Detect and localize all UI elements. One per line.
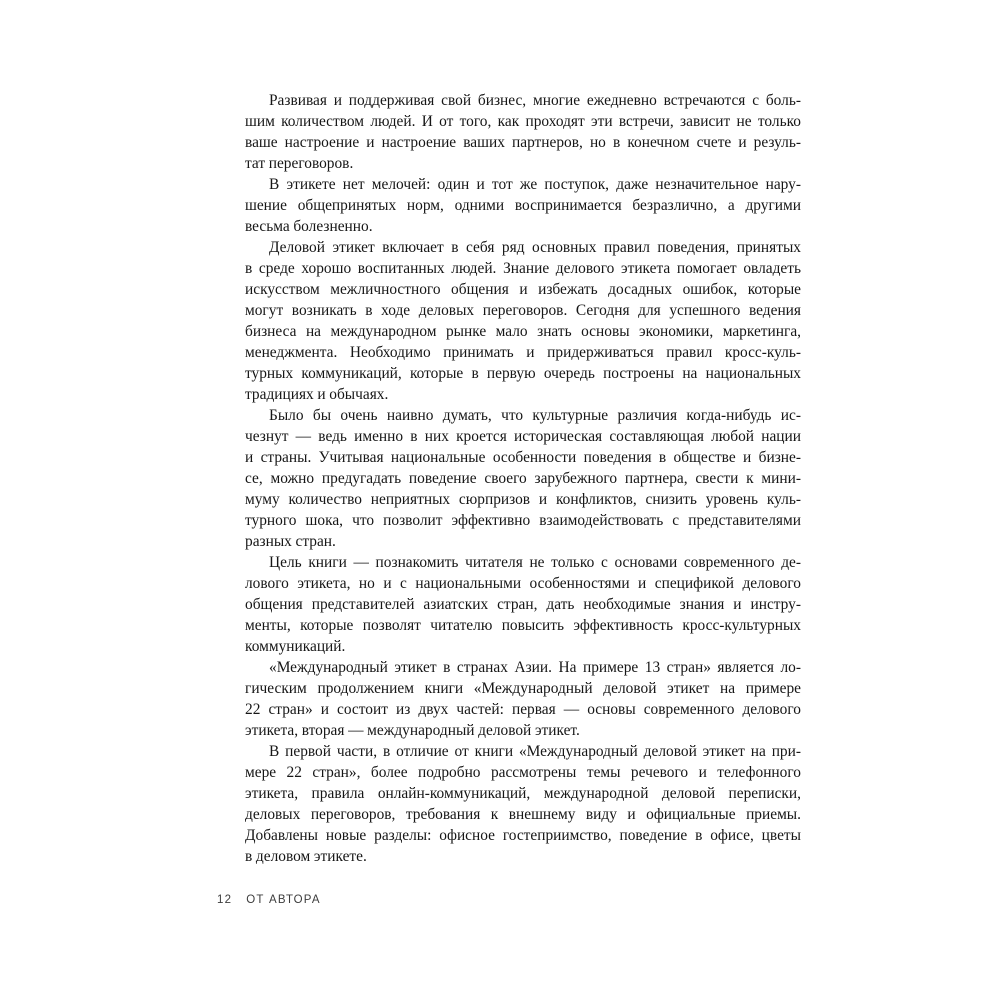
text-line: в среде хорошо воспитанных людей. Знание делового этикета помогает овладеть bbox=[245, 260, 801, 277]
text-line: турных коммуникаций, которые в первую очередь построены на национальных bbox=[245, 365, 801, 382]
text-line: деловых переговоров, требования к внешнему виду и официальные приемы. bbox=[245, 806, 801, 823]
text-line: гическим продолжением книги «Международный деловой этикет на примере bbox=[245, 680, 801, 697]
text-line: В этикете нет мелочей: один и тот же поступок, даже незначительное нару- bbox=[269, 176, 801, 193]
paragraph bbox=[245, 90, 801, 174]
text-line: Развивая и поддерживая свой бизнес, многие ежедневно встречаются с боль- bbox=[269, 92, 801, 109]
page-text bbox=[245, 90, 801, 867]
text-line: весьма болезненно. bbox=[245, 218, 373, 235]
text-line: ваше настроение и настроение ваших партнеров, но в конечном счете и резуль- bbox=[245, 134, 801, 151]
text-line: тат переговоров. bbox=[245, 155, 354, 172]
text-line: В первой части, в отличие от книги «Международный деловой этикет на при- bbox=[269, 743, 801, 760]
text-line: этикета, правила онлайн-коммуникаций, международной деловой переписки, bbox=[245, 785, 801, 802]
paragraph bbox=[245, 405, 801, 552]
text-line: искусством межличностного общения и избежать досадных ошибок, которые bbox=[245, 281, 801, 298]
text-line: в деловом этикете. bbox=[245, 848, 367, 865]
running-title: ОТ АВТОРА bbox=[246, 894, 321, 906]
text-line: и страны. Учитывая национальные особенности поведения в обществе и бизне- bbox=[245, 449, 801, 466]
text-line: Было бы очень наивно думать, что культурные различия когда-нибудь ис- bbox=[269, 407, 801, 424]
text-line: шение общепринятых норм, одними воспринимается безразлично, а другими bbox=[245, 197, 801, 214]
text-line: менты, которые позволят читателю повысить эффективность кросс-культурных bbox=[245, 617, 801, 634]
text-line: этикета, вторая — международный деловой этикет. bbox=[245, 722, 580, 739]
paragraph bbox=[245, 741, 801, 867]
text-line: разных стран. bbox=[245, 533, 336, 550]
text-line: менеджмента. Необходимо принимать и придерживаться правил кросс-куль- bbox=[245, 344, 801, 361]
text-line: турного шока, что позволит эффективно взаимодействовать с представителями bbox=[245, 512, 801, 529]
text-line: 22 стран» и состоит из двух частей: первая — основы современного делового bbox=[245, 701, 801, 718]
text-line: лового этикета, но и с национальными особенностями и спецификой делового bbox=[245, 575, 801, 592]
paragraph bbox=[245, 552, 801, 657]
text-line: Деловой этикет включает в себя ряд основных правил поведения, принятых bbox=[269, 239, 801, 256]
text-line: Добавлены новые разделы: офисное гостеприимство, поведение в офисе, цветы bbox=[245, 827, 801, 844]
text-line: се, можно предугадать поведение своего зарубежного партнера, свести к мини- bbox=[245, 470, 801, 487]
text-line: общения представителей азиатских стран, дать необходимые знания и инстру- bbox=[245, 596, 801, 613]
text-line: чезнут — ведь именно в них кроется историческая составляющая любой нации bbox=[245, 428, 801, 445]
text-line: коммуникаций. bbox=[245, 638, 346, 655]
text-line: могут возникать в ходе деловых переговоров. Сегодня для успешного ведения bbox=[245, 302, 801, 319]
page-footer bbox=[217, 894, 321, 906]
text-line: «Международный этикет в странах Азии. На примере 13 стран» является ло- bbox=[269, 659, 801, 676]
text-line: традициях и обычаях. bbox=[245, 386, 389, 403]
paragraph bbox=[245, 237, 801, 405]
page-number: 12 bbox=[217, 894, 233, 906]
text-line: муму количество неприятных сюрпризов и конфликтов, снизить уровень куль- bbox=[245, 491, 801, 508]
text-line: бизнеса на международном рынке мало знать основы экономики, маркетинга, bbox=[245, 323, 801, 340]
paragraph bbox=[245, 174, 801, 237]
text-line: шим количеством людей. И от того, как проходят эти встречи, зависит не только bbox=[245, 113, 801, 130]
paragraph bbox=[245, 657, 801, 741]
text-line: мере 22 стран», более подробно рассмотрены темы речевого и телефонного bbox=[245, 764, 801, 781]
text-line: Цель книги — познакомить читателя не только с основами современного де- bbox=[269, 554, 801, 571]
